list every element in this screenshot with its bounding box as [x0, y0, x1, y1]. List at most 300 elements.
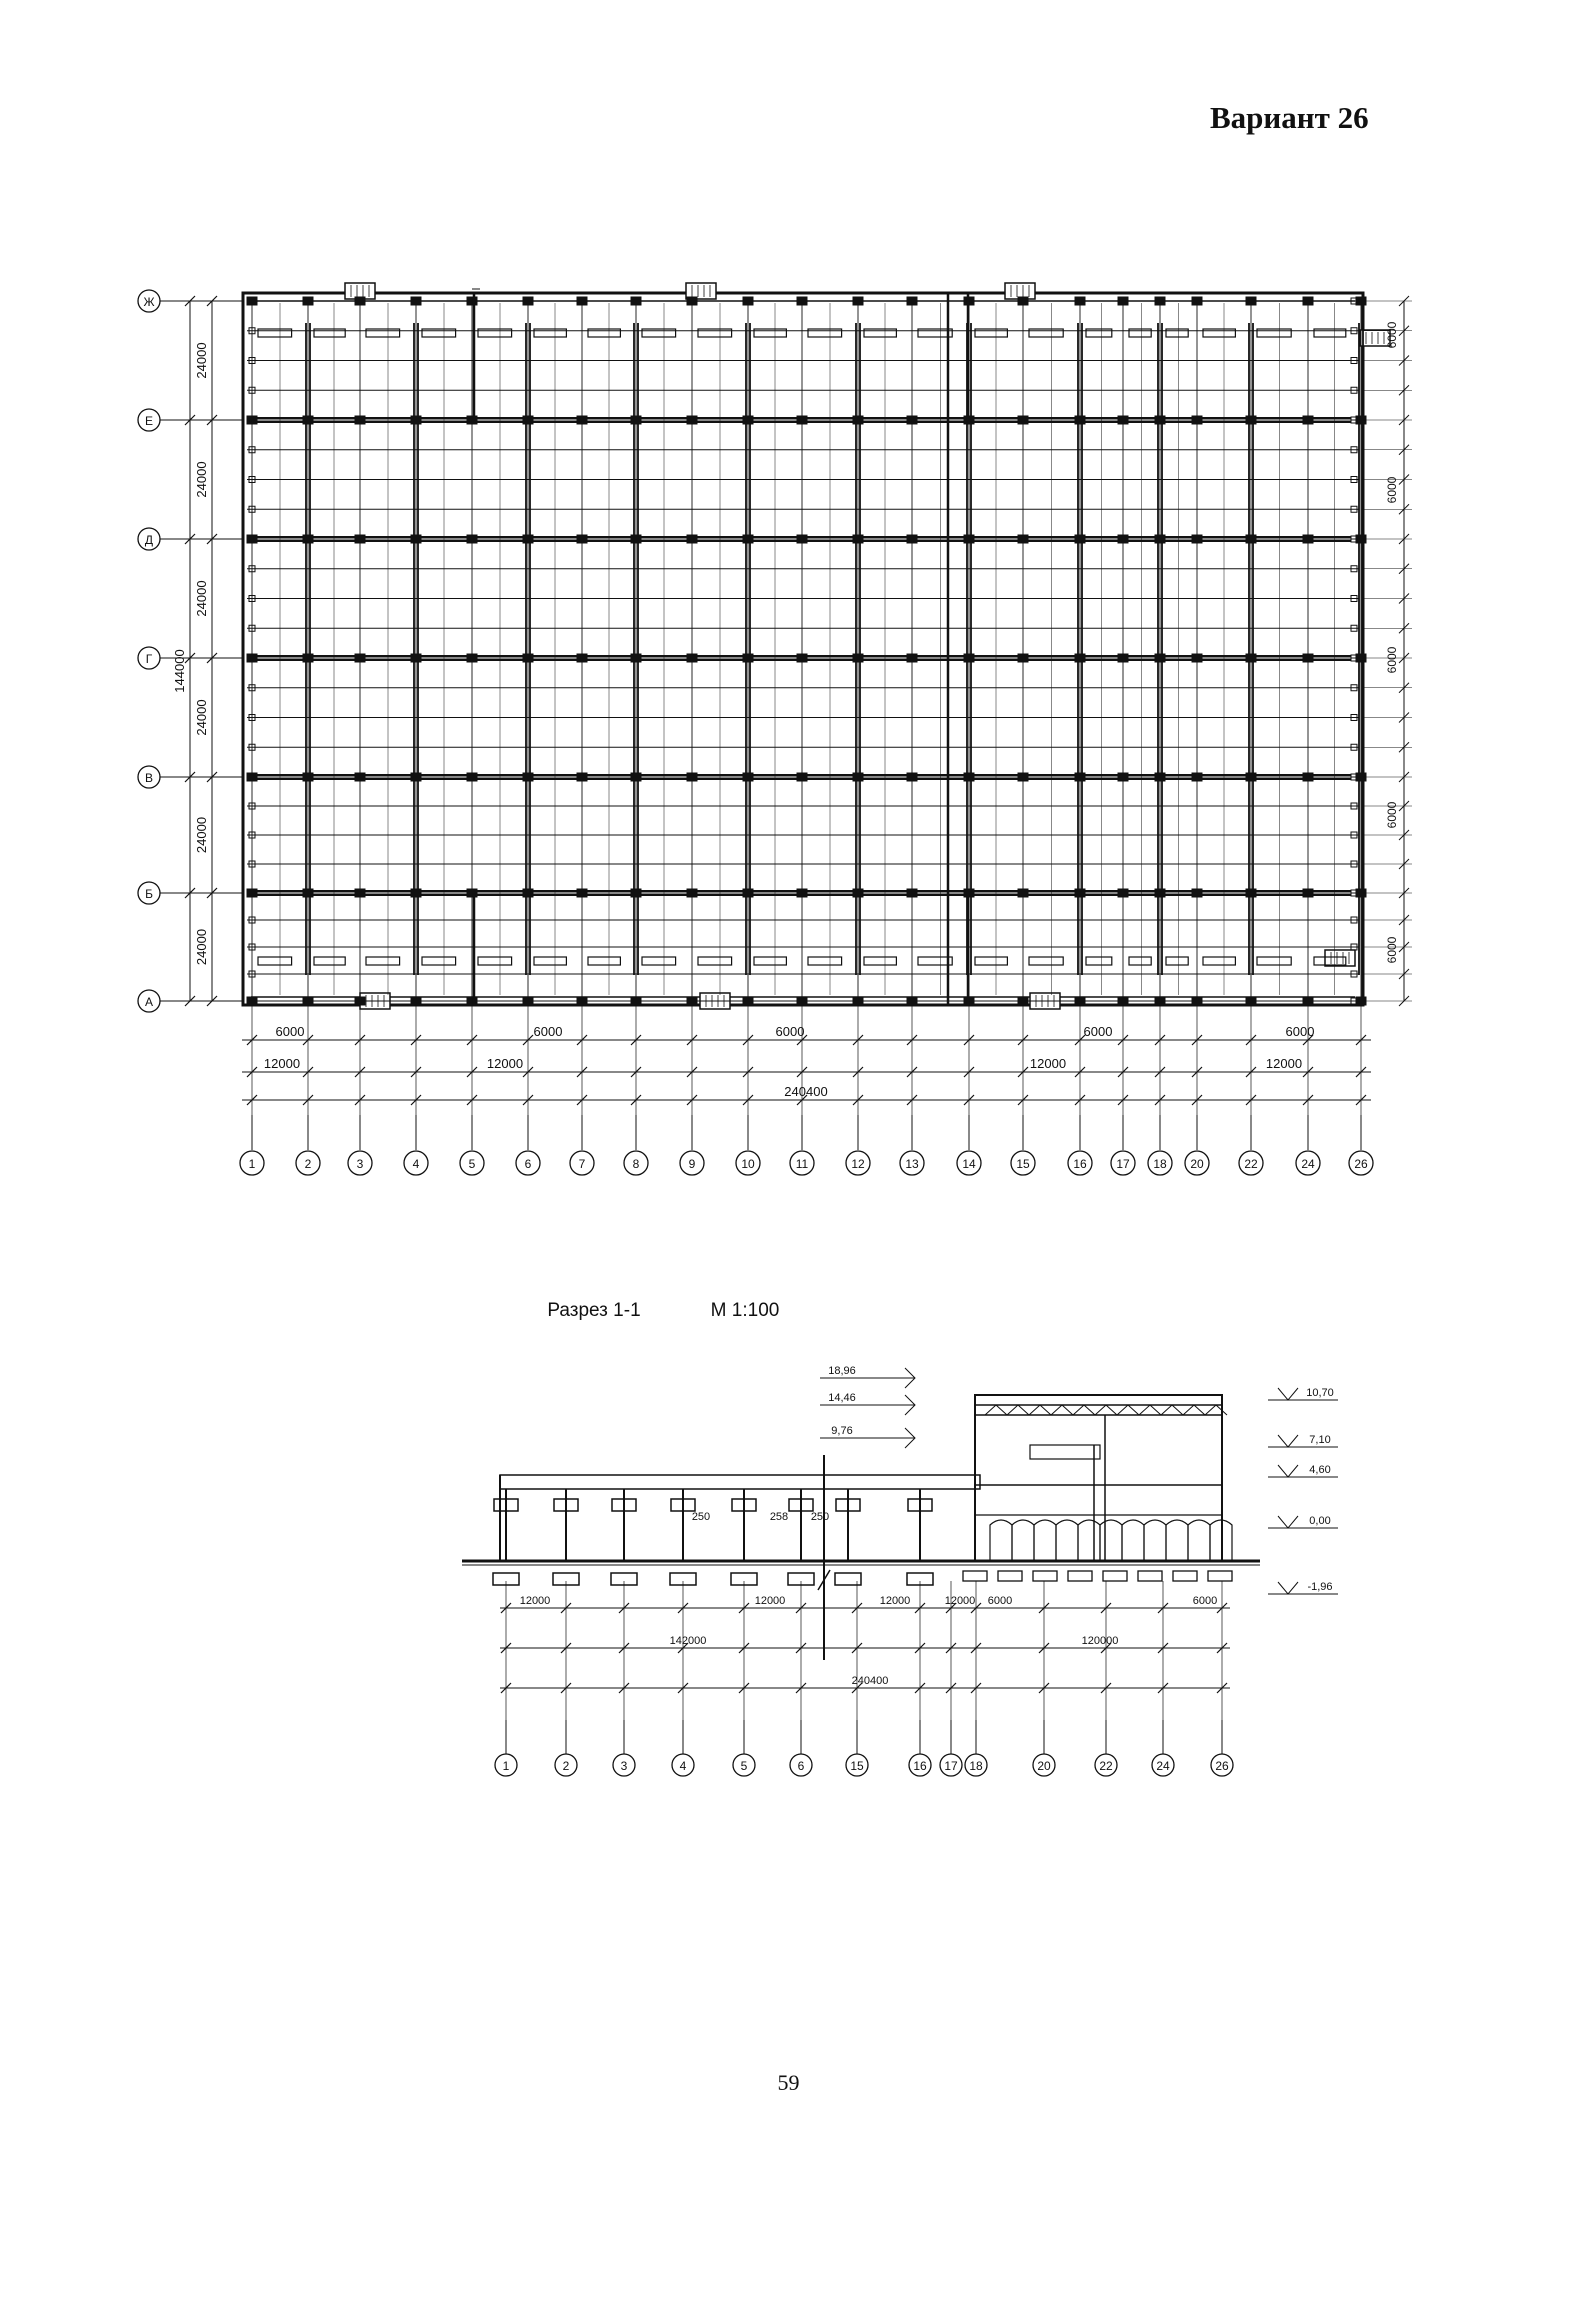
partition — [1129, 957, 1151, 965]
left-dim-3: 24000 — [194, 699, 209, 736]
column-node — [467, 889, 477, 897]
floor-plan — [138, 283, 1412, 1175]
col-axis-3-label: 3 — [356, 1157, 364, 1171]
foundation — [1173, 1571, 1197, 1581]
page-number: 59 — [777, 2070, 800, 2095]
partition — [314, 329, 345, 337]
col-axis-10-label: 10 — [741, 1157, 755, 1171]
truss-web — [1084, 1405, 1095, 1415]
column-node — [1018, 297, 1028, 305]
column-node — [631, 889, 641, 897]
truss-web — [1161, 1405, 1172, 1415]
bottom-dim-12000-0: 12000 — [263, 1056, 301, 1071]
left-dim-total: 144000 — [172, 649, 187, 693]
column-node — [687, 889, 697, 897]
section-dim-3: 12000 — [944, 1595, 976, 1607]
column-node — [577, 416, 587, 424]
row-axis-Г-label: Г — [145, 652, 153, 666]
column-node — [1118, 773, 1128, 781]
row-axis-Ж-label: Ж — [143, 295, 155, 309]
column-node — [1246, 773, 1256, 781]
stair-block — [1325, 950, 1355, 966]
column-node — [1018, 997, 1028, 1005]
column-node — [631, 773, 641, 781]
section-dim-right-total: 120000 — [1081, 1635, 1119, 1647]
col-axis-1-label: 1 — [248, 1157, 256, 1171]
partition — [314, 957, 345, 965]
column-node — [1246, 654, 1256, 662]
elev-mark — [1278, 1388, 1298, 1400]
partition — [808, 329, 842, 337]
section-axis-6-label: 6 — [797, 1759, 805, 1773]
column-node — [964, 773, 974, 781]
column-node — [907, 416, 917, 424]
foundation — [1068, 1571, 1092, 1581]
partition — [698, 957, 732, 965]
column-node — [523, 889, 533, 897]
column-node — [1155, 889, 1165, 897]
truss-web — [1007, 1405, 1018, 1415]
column-node — [467, 297, 477, 305]
column-node — [687, 773, 697, 781]
column-node — [907, 654, 917, 662]
partition — [1166, 329, 1188, 337]
column-node — [523, 297, 533, 305]
col-axis-17-label: 17 — [1116, 1157, 1130, 1171]
section-scale: М 1:100 — [710, 1300, 780, 1321]
column-node — [355, 773, 365, 781]
column-node — [1018, 889, 1028, 897]
partition — [1129, 329, 1151, 337]
column-node — [797, 773, 807, 781]
column-node — [631, 416, 641, 424]
partition — [642, 957, 676, 965]
partition — [975, 957, 1007, 965]
column-node — [1155, 997, 1165, 1005]
partition — [642, 329, 676, 337]
column-node — [303, 535, 313, 543]
column-node — [1246, 297, 1256, 305]
arch — [1056, 1520, 1078, 1561]
elev-mark — [1278, 1435, 1298, 1447]
column-node — [907, 773, 917, 781]
left-dim-1: 24000 — [194, 461, 209, 498]
arch — [1188, 1520, 1210, 1561]
col-axis-20-label: 20 — [1190, 1157, 1204, 1171]
column-node — [411, 773, 421, 781]
column-node — [797, 416, 807, 424]
col-axis-9-label: 9 — [688, 1157, 696, 1171]
column-node — [743, 997, 753, 1005]
partition — [1029, 957, 1063, 965]
column-node — [523, 535, 533, 543]
plan-outline — [243, 293, 1363, 1005]
column-node — [523, 773, 533, 781]
column-node — [1018, 535, 1028, 543]
arch — [1034, 1520, 1056, 1561]
section-dim-1: 12000 — [754, 1595, 786, 1607]
section-dim-left-total: 142000 — [669, 1635, 707, 1647]
partition — [1086, 957, 1112, 965]
column-node — [743, 416, 753, 424]
section-axis-18-label: 18 — [969, 1759, 983, 1773]
arch — [990, 1520, 1012, 1561]
column-node — [1303, 535, 1313, 543]
foundation — [1103, 1571, 1127, 1581]
partition — [754, 329, 786, 337]
truss-web — [1117, 1405, 1128, 1415]
section-dim-2: 12000 — [879, 1595, 911, 1607]
truss-web — [1062, 1405, 1073, 1415]
bottom-dim-12000-1: 12000 — [486, 1056, 524, 1071]
left-dim-0: 24000 — [194, 342, 209, 379]
partition — [698, 329, 732, 337]
section-axis-1-label: 1 — [502, 1759, 510, 1773]
column-node — [1075, 416, 1085, 424]
variant-title: Вариант 26 — [1210, 100, 1369, 135]
truss-web — [1073, 1405, 1084, 1415]
bottom-dim-12000-3: 12000 — [1265, 1056, 1303, 1071]
column-node — [853, 297, 863, 305]
bottom-dim-6000-2: 6000 — [775, 1024, 805, 1039]
column-node — [1118, 889, 1128, 897]
right-level-2: 4,60 — [1309, 1464, 1331, 1476]
column-node — [853, 773, 863, 781]
column-node — [687, 416, 697, 424]
column-node — [631, 297, 641, 305]
column-node — [577, 535, 587, 543]
column-node — [1246, 416, 1256, 424]
column-node — [1303, 297, 1313, 305]
arch — [1166, 1520, 1188, 1561]
partition — [588, 329, 620, 337]
col-axis-16-label: 16 — [1073, 1157, 1087, 1171]
left-level-1: 14,46 — [828, 1392, 856, 1404]
section-axis-2-label: 2 — [562, 1759, 570, 1773]
column-node — [467, 773, 477, 781]
right-dim-4: 6000 — [1385, 936, 1399, 964]
bottom-dim-6000-0: 6000 — [275, 1024, 305, 1039]
col-axis-6-label: 6 — [524, 1157, 532, 1171]
partition — [422, 957, 456, 965]
column-node — [907, 889, 917, 897]
column-node — [355, 654, 365, 662]
column-node — [853, 535, 863, 543]
partition — [975, 329, 1007, 337]
right-dim-1: 6000 — [1385, 476, 1399, 504]
column-node — [1155, 416, 1165, 424]
column-node — [303, 654, 313, 662]
column-node — [907, 997, 917, 1005]
column-node — [1303, 416, 1313, 424]
col-axis-18-label: 18 — [1153, 1157, 1167, 1171]
column-node — [303, 416, 313, 424]
column-node — [743, 297, 753, 305]
column-node — [1192, 889, 1202, 897]
partition — [1257, 329, 1291, 337]
column-node — [1118, 997, 1128, 1005]
column-node — [853, 889, 863, 897]
col-axis-12-label: 12 — [851, 1157, 865, 1171]
col-axis-2-label: 2 — [304, 1157, 312, 1171]
column-node — [1303, 997, 1313, 1005]
column-node — [523, 654, 533, 662]
column-node — [1075, 997, 1085, 1005]
column-node — [1192, 297, 1202, 305]
row-axis-А-label: А — [144, 995, 154, 1009]
col-axis-22-label: 22 — [1244, 1157, 1258, 1171]
truss-web — [1194, 1405, 1205, 1415]
truss-web — [1029, 1405, 1040, 1415]
section-axis-15-label: 15 — [850, 1759, 864, 1773]
col-axis-15-label: 15 — [1016, 1157, 1030, 1171]
truss-web — [1139, 1405, 1150, 1415]
column-node — [1118, 654, 1128, 662]
column-node — [687, 654, 697, 662]
right-dim-3: 6000 — [1385, 801, 1399, 829]
column-node — [411, 297, 421, 305]
truss-web — [996, 1405, 1007, 1415]
truss-web — [1040, 1405, 1051, 1415]
partition — [754, 957, 786, 965]
partition — [478, 957, 512, 965]
right-level-1: 7,10 — [1309, 1434, 1331, 1446]
column-node — [797, 654, 807, 662]
bottom-dim-6000-3: 6000 — [1083, 1024, 1113, 1039]
column-node — [1118, 297, 1128, 305]
column-node — [797, 297, 807, 305]
column-node — [355, 997, 365, 1005]
column-node — [797, 535, 807, 543]
column-node — [411, 535, 421, 543]
column-node — [1075, 654, 1085, 662]
column-node — [355, 889, 365, 897]
column-node — [1075, 535, 1085, 543]
col-axis-8-label: 8 — [632, 1157, 640, 1171]
column-node — [411, 416, 421, 424]
truss-web — [1150, 1405, 1161, 1415]
elev-mark — [1278, 1582, 1298, 1594]
column-node — [1018, 654, 1028, 662]
column-node — [1075, 297, 1085, 305]
column-node — [355, 297, 365, 305]
column-node — [743, 654, 753, 662]
column-node — [853, 416, 863, 424]
column-node — [577, 654, 587, 662]
column-node — [1018, 773, 1028, 781]
column-node — [687, 535, 697, 543]
column-node — [523, 416, 533, 424]
partition — [478, 329, 512, 337]
section-dim-total: 240400 — [851, 1675, 889, 1687]
section-axis-3-label: 3 — [620, 1759, 628, 1773]
column-node — [355, 416, 365, 424]
column-node — [577, 773, 587, 781]
column-node — [411, 654, 421, 662]
partition — [534, 957, 566, 965]
left-level-0: 18,96 — [828, 1365, 856, 1377]
column-node — [964, 535, 974, 543]
partition — [258, 957, 292, 965]
truss-web — [1018, 1405, 1029, 1415]
column-node — [853, 997, 863, 1005]
partition — [366, 957, 400, 965]
column-node — [631, 654, 641, 662]
column-node — [1303, 773, 1313, 781]
column-node — [467, 535, 477, 543]
column-node — [355, 535, 365, 543]
inner-label-1: 258 — [769, 1511, 789, 1523]
left-dim-2: 24000 — [194, 580, 209, 617]
column-node — [743, 773, 753, 781]
crane — [1030, 1445, 1100, 1459]
right-dim-2: 6000 — [1385, 646, 1399, 674]
inner-label-2: 250 — [810, 1511, 830, 1523]
column-node — [907, 535, 917, 543]
truss-web — [1128, 1405, 1139, 1415]
column-node — [631, 535, 641, 543]
section-axis-17-label: 17 — [944, 1759, 958, 1773]
bottom-dim-6000-1: 6000 — [533, 1024, 563, 1039]
column-node — [964, 654, 974, 662]
column-node — [303, 889, 313, 897]
col-axis-26-label: 26 — [1354, 1157, 1368, 1171]
section-dim-5: 6000 — [1192, 1595, 1218, 1607]
partition — [258, 329, 292, 337]
column-node — [743, 535, 753, 543]
column-node — [411, 889, 421, 897]
section-axis-16-label: 16 — [913, 1759, 927, 1773]
truss-web — [1205, 1405, 1216, 1415]
truss-web — [1106, 1405, 1117, 1415]
foundation — [1033, 1571, 1057, 1581]
column-node — [1192, 773, 1202, 781]
section-title: Разрез 1-1 — [547, 1300, 641, 1321]
partition — [864, 957, 896, 965]
arch — [1078, 1520, 1100, 1561]
column-node — [1246, 997, 1256, 1005]
section-axis-22-label: 22 — [1099, 1759, 1113, 1773]
arch — [1144, 1520, 1166, 1561]
section-1-1 — [462, 1300, 1338, 1776]
elev-mark — [1278, 1516, 1298, 1528]
partition — [1203, 957, 1235, 965]
row-axis-Е-label: Е — [144, 414, 154, 428]
inner-label-0: 250 — [691, 1511, 711, 1523]
foundation — [963, 1571, 987, 1581]
column-node — [1155, 535, 1165, 543]
column-node — [1155, 773, 1165, 781]
column-node — [1192, 535, 1202, 543]
left-dim-5: 24000 — [194, 928, 209, 966]
right-level-3: 0,00 — [1309, 1515, 1331, 1527]
col-axis-13-label: 13 — [905, 1157, 919, 1171]
col-axis-11-label: 11 — [795, 1157, 809, 1171]
elev-mark — [1278, 1465, 1298, 1477]
truss-web — [1172, 1405, 1183, 1415]
section-axis-24-label: 24 — [1156, 1759, 1170, 1773]
partition — [1314, 329, 1346, 337]
column-node — [1246, 889, 1256, 897]
section-dim-4: 6000 — [987, 1595, 1013, 1607]
col-axis-14-label: 14 — [962, 1157, 976, 1171]
partition — [366, 329, 400, 337]
column-node — [467, 654, 477, 662]
column-node — [1303, 654, 1313, 662]
col-axis-4-label: 4 — [412, 1157, 420, 1171]
left-dim-4: 24000 — [194, 816, 209, 854]
partition — [1203, 329, 1235, 337]
section-axis-4-label: 4 — [679, 1759, 687, 1773]
left-level-2: 9,76 — [831, 1425, 853, 1437]
column-node — [1018, 416, 1028, 424]
arch — [1012, 1520, 1034, 1561]
column-node — [467, 997, 477, 1005]
bottom-dim-6000-4: 6000 — [1285, 1024, 1315, 1039]
bottom-dim-total: 240400 — [784, 1084, 828, 1099]
row-axis-Б-label: Б — [145, 887, 153, 901]
col-axis-24-label: 24 — [1301, 1157, 1315, 1171]
right-level-0: 10,70 — [1306, 1387, 1334, 1399]
partition — [534, 329, 566, 337]
column-node — [1075, 889, 1085, 897]
column-node — [1192, 997, 1202, 1005]
column-node — [1118, 416, 1128, 424]
arch — [1100, 1520, 1122, 1561]
column-node — [1155, 297, 1165, 305]
partition — [1257, 957, 1291, 965]
partition — [1029, 329, 1063, 337]
column-node — [687, 997, 697, 1005]
truss-web — [985, 1405, 996, 1415]
col-axis-5-label: 5 — [468, 1157, 476, 1171]
col-axis-7-label: 7 — [578, 1157, 586, 1171]
partition — [422, 329, 456, 337]
row-axis-В-label: В — [144, 771, 154, 785]
column-node — [303, 773, 313, 781]
foundation — [998, 1571, 1022, 1581]
low-roof-slab — [500, 1475, 980, 1489]
column-node — [303, 997, 313, 1005]
column-node — [853, 654, 863, 662]
partition — [588, 957, 620, 965]
column-node — [1303, 889, 1313, 897]
partition — [808, 957, 842, 965]
column-node — [1192, 654, 1202, 662]
column-node — [303, 297, 313, 305]
column-node — [523, 997, 533, 1005]
column-node — [1075, 773, 1085, 781]
column-node — [577, 297, 587, 305]
column-node — [631, 997, 641, 1005]
right-dim-0: 6000 — [1385, 321, 1399, 349]
partition — [1086, 329, 1112, 337]
column-node — [1118, 535, 1128, 543]
arch — [1122, 1520, 1144, 1561]
column-node — [687, 297, 697, 305]
column-node — [411, 997, 421, 1005]
partition — [864, 329, 896, 337]
foundation — [1208, 1571, 1232, 1581]
column-node — [1192, 416, 1202, 424]
bottom-dim-12000-2: 12000 — [1029, 1056, 1067, 1071]
partition — [1166, 957, 1188, 965]
column-node — [743, 889, 753, 897]
column-node — [907, 297, 917, 305]
column-node — [797, 997, 807, 1005]
truss-web — [1095, 1405, 1106, 1415]
section-axis-5-label: 5 — [740, 1759, 748, 1773]
